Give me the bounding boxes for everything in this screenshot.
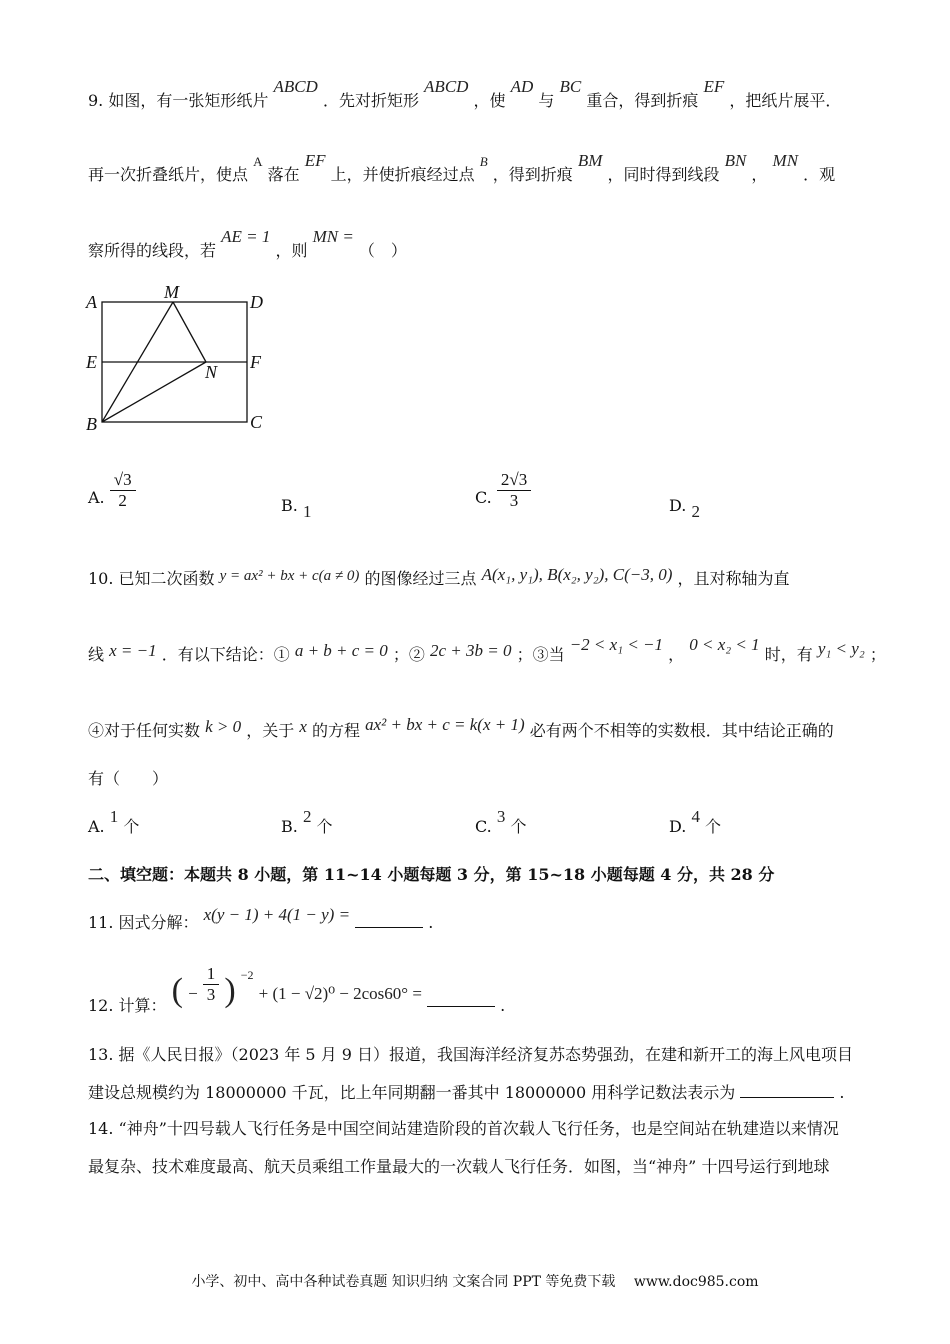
q9-option-c[interactable] [475,470,531,511]
math: −2 < x₁ < −1 [569,635,664,654]
math: BM [577,151,603,170]
option-letter: C. [475,817,492,836]
numerator: 2√3 [497,470,531,491]
label-b: B [86,414,97,434]
q10-text: ； [869,645,886,664]
q9-text: ．观 [803,165,836,184]
math: EF [703,77,725,96]
math: x [299,717,307,736]
math: a + b + c = 0 [294,641,388,660]
option-unit: 个 [510,817,527,836]
math: BN [724,151,747,170]
answer-blank[interactable] [427,992,495,1007]
math: k > 0 [205,717,242,736]
option-letter: D. [669,496,687,515]
q13-end: . [839,1083,845,1102]
q11-label: 11. 因式分解： [88,913,199,932]
q10-line1 [88,566,790,589]
q10-text: 有（ ） [88,769,169,788]
math: MN [772,151,799,170]
option-unit: 个 [705,817,722,836]
q14-line2: 最复杂、技术难度最高、航天员乘组工作量最大的一次载人飞行任务．如图，当“神舟” 十四号运行到地球 [88,1157,830,1176]
fraction [203,964,220,1005]
section-heading: 二、填空题：本题共 8 小题，第 11~14 小题每题 3 分，第 15~18 小题每题 4 分，共 28 分 [88,865,775,884]
math: ABCD [424,77,469,96]
option-value: 1 [302,502,312,521]
q9-text: 察所得的线段，若 [88,241,217,260]
q10-text: 时，有 [764,645,813,664]
q10-text: 的图像经过三点 [364,569,477,588]
q9-option-d[interactable] [669,496,700,521]
math: 2c + 3b = 0 [429,641,512,660]
denominator: 2 [118,491,127,510]
math: ABCD [273,77,318,96]
q9-text: 与 [538,91,555,110]
q12-line [88,960,506,1015]
option-number: 1 [109,807,119,826]
numerator: 1 [203,964,220,985]
q10-text: ，关于 [246,721,295,740]
q10-text: ；② [392,645,425,664]
math: + (1 − √2)⁰ − 2cos60° = [258,984,422,1003]
q9-text: 重合，得到折痕 [586,91,699,110]
label-f: F [250,352,261,372]
label-a: A [86,292,97,312]
q10-line2 [88,635,886,665]
q12-end: . [500,996,506,1015]
option-value: 2 [691,502,700,521]
numerator: √3 [110,470,136,491]
q9-text: ，则 [275,241,308,260]
math: A [253,154,263,169]
denominator: 3 [509,491,519,510]
q9-text: 落在 [267,165,300,184]
math-sign: − [188,984,198,1003]
paren-open: ( [171,972,183,1009]
label-m: M [164,282,179,302]
q10-text: 10. 已知二次函数 [88,569,215,588]
q14-line1: 14. “神舟”十四号载人飞行任务是中国空间站建造阶段的首次载人飞行任务，也是空间站在轨建造以来情况 [88,1119,839,1138]
math: EF [304,151,326,170]
label-c: C [250,412,263,432]
q10-line3 [88,715,834,741]
math: 0 < x₂ < 1 [689,635,760,654]
q9-text: ，同时得到线段 [607,165,720,184]
q9-text: ，把纸片展平． [729,91,842,110]
q10-option-d[interactable] [669,807,722,837]
q9-geometry-figure [80,278,280,438]
q12-label: 12. 计算： [88,996,167,1015]
q9-text: 9. 如图，有一张矩形纸片 [88,91,269,110]
q9-text: 再一次折叠纸片，使点 [88,165,249,184]
paren-close: ) [224,972,236,1009]
option-letter: C. [475,488,492,507]
math: AD [510,77,534,96]
segment-bn [102,362,206,422]
label-e: E [86,352,97,372]
q9-text: ， [751,165,768,184]
q9-line1 [88,77,842,111]
math-exponent: −2 [240,968,254,982]
math: ax² + bx + c = k(x + 1) [365,715,525,734]
math: y₁ < y₂ [817,639,865,658]
q10-text: ．有以下结论：① [161,645,290,664]
option-letter: A. [88,488,105,507]
option-letter: D. [669,817,687,836]
answer-blank[interactable] [355,913,423,928]
label-n: N [205,362,218,382]
math: A(x₁, y₁), B(x₂, y₂), C(−3, 0) [481,565,673,584]
q9-text: （ ） [358,241,407,260]
q10-text: ， [668,645,685,664]
fraction [110,470,136,511]
option-unit: 个 [316,817,333,836]
q10-text: 线 [88,645,105,664]
option-number: 2 [302,807,312,826]
math: x = −1 [109,641,157,660]
math: BC [559,77,582,96]
q11-line [88,905,434,933]
option-letter: B. [281,817,298,836]
q9-text: ．先对折矩形 [322,91,419,110]
q10-text: ，且对称轴为直 [677,569,790,588]
option-letter: A. [88,817,105,836]
q13-text: 建设总规模约为 18000000 千瓦，比上年同期翻一番其中 18000000 用科学记数法表示为 [88,1083,736,1102]
q13-line2 [88,1080,845,1103]
math: MN = [312,227,354,246]
math: x(y − 1) + 4(1 − y) = [203,905,351,924]
math: y = ax² + bx + c(a ≠ 0) [219,568,360,584]
q9-text: ，使 [473,91,506,110]
page-footer: 小学、初中、高中各种试卷真题 知识归纳 文案合同 PPT 等免费下载 www.doc985.com [191,1274,759,1290]
q9-line3 [88,227,407,261]
option-letter: B. [281,496,298,515]
q13-line1: 13. 据《人民日报》（2023 年 5 月 9 日）报道，我国海洋经济复苏态势强劲，在建和新开工的海上风电项目 [88,1045,854,1064]
q10-option-c[interactable] [475,807,527,837]
denominator: 3 [206,985,216,1004]
math: AE = 1 [221,227,271,246]
q10-line4 [88,766,168,789]
q11-end: . [428,913,434,932]
option-number: 4 [691,807,700,826]
q10-text: ④对于任何实数 [88,721,201,740]
option-number: 3 [496,807,506,826]
q9-text: 上，并使折痕经过点 [330,165,475,184]
q9-option-b[interactable] [281,496,312,521]
answer-blank[interactable] [740,1083,834,1098]
q9-option-a[interactable] [88,470,136,511]
q9-line2 [88,151,836,185]
q10-option-a[interactable] [88,807,140,837]
q10-text: ；③当 [516,645,565,664]
math: B [479,154,488,169]
q10-text: 必有两个不相等的实数根．其中结论正确的 [529,721,834,740]
q9-text: ，得到折痕 [492,165,573,184]
segment-mn [173,302,206,362]
label-d: D [250,292,263,312]
fraction [497,470,531,511]
option-unit: 个 [123,817,140,836]
q10-option-b[interactable] [281,807,333,837]
q10-text: 的方程 [311,721,360,740]
